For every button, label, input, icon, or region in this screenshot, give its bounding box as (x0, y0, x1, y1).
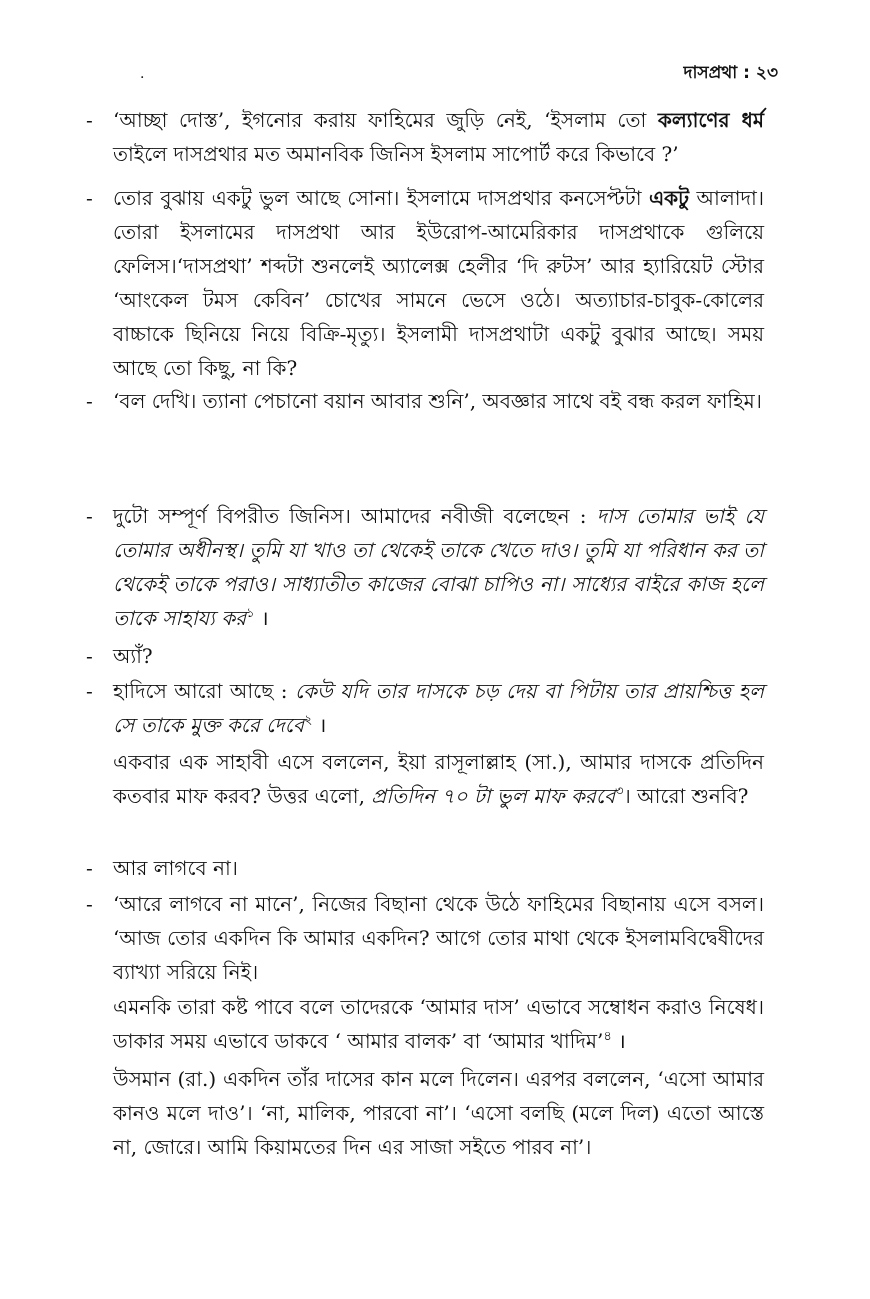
paragraph-7 (86, 745, 764, 813)
dialogue-paragraph-2 (86, 181, 764, 385)
paragraph-text (113, 990, 764, 1058)
print-speck: · (140, 70, 145, 86)
text-run: দুটো সম্পূর্ণ বিপরীত জিনিস। আমাদের নবীজী বলেছেন : (113, 504, 597, 528)
text-run: ‘আচ্ছা দোস্ত’, ইগনোর করায় ফাহিমের জুড়ি নেই, ‘ইসলাম তো (113, 108, 658, 132)
text-run: । (254, 606, 269, 630)
text-run: আলাদা। তোরা ইসলামের দাসপ্রথা আর ইউরোপ-আমেরিকার দাসপ্রথাকে গুলিয়ে ফেলিস।‘দাসপ্রথা’ শব্দটা শুনলেই অ্যালেক্স হেলীর ‘দি রুটস’ আর হ্যারিয়েট স্টোর ‘আংকেল টমস কেবিন’ চোখের সামনে ভেসে ওঠে। অত্যাচার-চাবুক-কোলের বাচ্চাকে ছিনিয়ে নিয়ে বিক্রি-মৃত্যু। ইসলামী দাসপ্রথাটা একটু বুঝার আছে। সময় আছে তো কিছু, না কি? (113, 186, 764, 380)
dialogue-dash: - (86, 679, 93, 703)
text-run: । (611, 1029, 626, 1053)
footnote-ref: ৪ (603, 1029, 612, 1044)
bold-text: কল্যাণের ধর্ম (657, 108, 764, 132)
dialogue-paragraph-4 (86, 499, 764, 635)
text-run: এমনকি তারা কষ্ট পাবে বলে তাদেরকে ‘আমার দাস’ এভাবে সম্বোধন করাও নিষেধ। ডাকার সময় এভাবে ডাকবে ‘ আমার বালক’ বা ‘আমার খাদিম’ (113, 995, 764, 1053)
dialogue-paragraph-9 (86, 887, 764, 989)
paragraph-text (113, 674, 764, 742)
text-run: হাদিসে আরো আছে : (113, 679, 295, 703)
dialogue-paragraph-8 (86, 851, 764, 885)
paragraph-text: অ্যাঁ? (113, 644, 153, 668)
paragraph-11 (86, 1062, 764, 1164)
page-number: ২৩ (755, 63, 778, 83)
dialogue-dash: - (86, 856, 93, 880)
dialogue-dash: - (86, 892, 93, 916)
hadith-quote: দাস তোমার ভাই যে তোমার অধীনস্থ। তুমি যা খাও তা থেকেই তাকে খেতে দাও। তুমি যা পরিধান কর তা থেকেই তাকে পরাও। সাধ্যাতীত কাজের বোঝা চাপিও না। সাধ্যের বাইরে কাজ হলে তাকে সাহায্য কর (113, 504, 764, 630)
paragraph-text (113, 499, 764, 635)
text-run: তোর বুঝায় একটু ভুল আছে সোনা। ইসলামে দাসপ্রথার কনসেপ্টটা (113, 186, 649, 210)
paragraph-text (113, 181, 764, 385)
text-run: একবার এক সাহাবী এসে বললেন, ইয়া রাসূলাল্লাহ (সা.), আমার দাসকে প্রতিদিন কতবার মাফ করব? উত্তর এলো, (113, 750, 764, 808)
text-run: । (312, 713, 327, 737)
dialogue-dash: - (86, 504, 93, 528)
bold-text: একটু (648, 186, 690, 210)
dialogue-dash: - (86, 108, 93, 132)
dialogue-paragraph-5 (86, 639, 764, 673)
dialogue-paragraph-6 (86, 674, 764, 742)
paragraph-text (113, 745, 764, 813)
running-title: দাসপ্রথা (683, 63, 738, 83)
dialogue-dash: - (86, 186, 93, 210)
paragraph-text: উসমান (রা.) একদিন তাঁর দাসের কান মলে দিলেন। এরপর বললেন, ‘এসো আমার কানও মলে দাও’। ‘না, মালিক, পারবো না’। ‘এসো বলছি (মলে দিল) এতো আস্তে না, জোরে। আমি কিয়ামতের দিন এর সাজা সইতে পারব না’। (113, 1067, 764, 1159)
paragraph-10 (86, 990, 764, 1058)
text-run: । আরো শুনবি? (623, 784, 749, 808)
footnote-ref: ২ (303, 713, 313, 728)
dialogue-paragraph-3 (86, 384, 764, 418)
header-separator: : (737, 63, 756, 83)
running-header (684, 60, 778, 88)
dialogue-paragraph-1 (86, 103, 764, 171)
footnote-ref: ৩ (615, 784, 624, 799)
paragraph-text (113, 103, 764, 171)
paragraph-text: ‘আরে লাগবে না মানে’, নিজের বিছানা থেকে উঠে ফাহিমের বিছানায় এসে বসল। ‘আজ তোর একদিন কি আমার একদিন? আগে তোর মাথা থেকে ইসলামবিদ্বেষীদের ব্যাখ্যা সরিয়ে নিই। (113, 892, 764, 984)
text-run: তাইলে দাসপ্রথার মত অমানবিক জিনিস ইসলাম সাপোর্ট করে কিভাবে ?’ (113, 142, 679, 166)
paragraph-text: ‘বল দেখি। ত্যানা পেচানো বয়ান আবার শুনি’, অবজ্ঞার সাথে বই বন্ধ করল ফাহিম। (113, 389, 762, 413)
dialogue-dash: - (86, 644, 93, 668)
hadith-quote: কেউ যদি তার দাসকে চড় দেয় বা পিটায় তার প্রায়শ্চিত্ত হল সে তাকে মুক্ত করে দেবে (113, 679, 764, 737)
hadith-quote: প্রতিদিন ৭০ টা ভুল মাফ করবে (371, 784, 616, 808)
paragraph-text: আর লাগবে না। (113, 856, 238, 880)
dialogue-dash: - (86, 389, 93, 413)
footnote-ref: ১ (246, 606, 255, 621)
